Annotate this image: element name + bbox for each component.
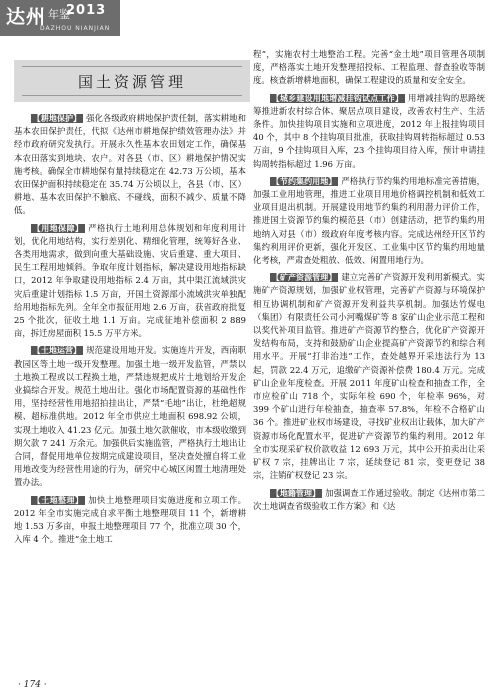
paragraph-text: 建立完善矿产资源开发利用新模式。实施矿产资源规划，加强矿业权管理，完善矿产资源与环境保护相互协调机制和矿产资源开发利益共享机制。加强达竹煤电（集团）有限责任公司小河嘴煤矿等 8 家矿山企业示范工程和以奖代补项目监管。推进矿产资源节约整合，优化矿产资源开发结构布局，支持和鼓励矿山企业提高矿产资源节约和综合利用水平。开展“打非治违”工作，查处越界开采违法行为 13 起，罚款 22.4 万元，追缴矿产资源补偿费 180.4 万元。完成矿山企业年度检查。开展 2011 年度矿山检查和抽查工作，全市应检矿山 718 个，实际年检 690 个，年检率 96%，对 399 个矿山进行年检抽查，抽查率 57.8%，年检不合格矿山 36 个。推进矿业权市场建设，寻找矿业权出让载体，加大矿产资源市场化配置水平，促进矿产资源节约集约利用。2012 年全市实现采矿权价款收益 12 693 万元，其中公开拍卖出让采矿权 7 宗，挂牌出让 7 宗，延续登记 81 宗，变更登记 38 宗，注销矿权登记 23 宗。 <box>253 272 485 481</box>
paragraph-text: 强化各级政府耕地保护责任制，落实耕地和基本农田保护责任，代拟《达州市耕地保护绩效管理办法》并经市政府研究发执行。开展永久性基本农田划定工作，确保基本农田落实到地块、农户。对各县（市、区）耕地保护情况实施考核。确保全市耕地保有量持续稳定在 42.73 万公顷，基本农田保护面积持续稳定在 35.74 万公顷以上，各县（市、区）耕地、基本农田保护不触底、不碰线，面积不减少、质量不降低。 <box>14 113 247 216</box>
paragraph-continued <box>253 48 485 88</box>
header-band <box>0 0 120 36</box>
left-column <box>14 112 246 547</box>
yearbook-year: 2013 <box>66 3 107 18</box>
paragraph-heading: 【城乡建设用地增减挂钩试点工作】 <box>271 93 404 103</box>
yearbook-title: 达州 <box>6 6 47 28</box>
paragraph-text: 加快土地整理项目实施进度和立项工作。2012 年全市实施完成自求平衡土地整理项目 11 个，新增耕地 1.53 万多亩，申报土地整理项目 77 个，批准立项 30 个，入库 4 个。推进“金土地工 <box>14 494 247 545</box>
paragraph-land-use-guarantee <box>14 222 246 341</box>
paragraph-heading: 【矿产资源管理】 <box>271 273 337 283</box>
yearbook-label: 年鉴 <box>48 8 70 21</box>
paragraph-farmland-protection <box>14 112 246 218</box>
paragraph-heading: 【土地运营】 <box>32 346 82 356</box>
paragraph-land-consolidation <box>14 494 246 547</box>
paragraph-intensive-land-use <box>253 175 485 267</box>
paragraph-text: 严格执行土地利用总体规划和年度利用计划，优化用地结构，实行差别化、精细化管理，统筹好各业、各类用地需求，做到向重大基础设施、灾后重建、重大项目、民生工程用地倾斜。争取年度计划指标，解决建设用地指标缺口，2012 年争取建设用地指标 2.4 万亩，其中渠江流域洪灾灾后重建计划指标 1.5 万亩，开国土资源部小流域洪灾单独配给用地指标先列。全年全市报征用地 2.6 万亩，获省政府批复 25 个批次，征收土地 1.1 万亩。完成征地补偿面积 2 889 亩，拆迁房屋面积 15.5 万平方米。 <box>14 222 247 339</box>
paragraph-text: 程”，实施农村土地整治工程。完善“金土地”项目管理各项制度，严格落实土地开发整理招投标、工程监理、督查验收等制度。核查新增耕地面积，确保工程建设的质量和安全安全。 <box>253 49 485 86</box>
paragraph-heading: 【土地整理】 <box>32 495 84 505</box>
paragraph-heading: 【用地保障】 <box>32 223 84 233</box>
paragraph-heading: 【耕地保护】 <box>32 114 82 123</box>
paragraph-cadastral-management <box>253 487 485 513</box>
paragraph-heading: 【节约集约用地】 <box>271 176 337 186</box>
paragraph-text: 用增减挂钩的思路统筹推进新农村综合体、聚居点项目建设，改善农村生产、生活条件。加快挂钩项目实施和立项进度，2012 年上报挂钩项目 40 个，其中 8 个挂钩项目批准，获取挂钩周转指标超过 0.53 万亩，9 个挂钩项目入库，23 个挂钩项目待入库，预计申请挂钩周转指标超过 1.96 万亩。 <box>253 92 485 169</box>
paragraph-text: 规范建设用地开发。实施连片开发，西南职教园区等土地一级开发整理。加强土地一级开发监管，严禁以土地换工程或以工程换土地，严禁违规把成片土地划给开发企业搞综合开发。规范土地出让。强化市场配置资源的基础性作用，坚持经营性用地招拍挂出让，严禁“毛地”出让，杜绝超规模、超标准供地。2012 年全市供应土地面积 698.92 公顷，实现土地收入 41.23 亿元。加强土地欠款催收，市本级收缴到期欠款 7 241 万余元。加强供后实施监管，严格执行土地出让合同，督促用地单位按期完成建设项目，坚决查处擅自将工业用地改变为经营性用途的行为，研究中心城区闲置土地清理处置办法。 <box>14 345 247 488</box>
paragraph-heading: 【地籍管理】 <box>271 488 321 498</box>
paragraph-mineral-resources <box>253 271 485 482</box>
paragraph-text: 严格执行节约集约用地标准完善措施，加强工业用地管理，推进工业项目用地价格调控机制和低效工业项目退出机制。开展建设用地节约集约利用潜力评价工作，推进国土资源节约集约模范县（市）创建活动，把节约集约用地纳入对县（市）级政府年度考核内容。完成达州经开区节约集约利用评价更新，强化开发区、工业集中区节约集约用地量化考核，严肃查处粗放、低效、闲置用地行为。 <box>253 175 485 266</box>
page-number: · 174 · <box>18 680 47 690</box>
section-title: 国土资源管理 <box>22 66 242 96</box>
paragraph-text: 加强调查工作通过验收。制定《达州市第二次土地调查省级验收工作方案》和《达 <box>253 487 486 511</box>
paragraph-urban-rural-linkage <box>253 92 485 171</box>
right-column <box>253 48 485 513</box>
paragraph-land-operation <box>14 344 246 489</box>
yearbook-subtitle: DAZHOU NIANJIAN <box>40 25 111 32</box>
section-title-box <box>14 60 250 102</box>
